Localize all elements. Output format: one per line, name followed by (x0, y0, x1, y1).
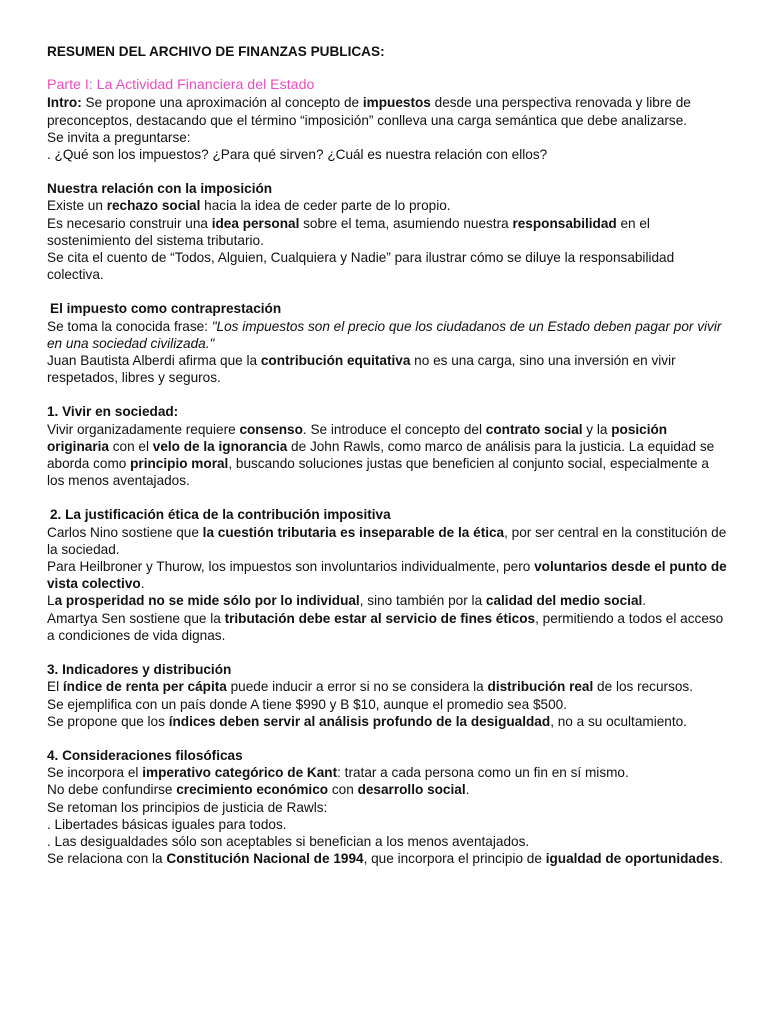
text-run: Se propone que los (47, 713, 169, 729)
paragraph: Se cita el cuento de “Todos, Alguien, Cualquiera y Nadie” para ilustrar cómo se diluye la responsabilidad colectiva. (47, 250, 675, 283)
paragraph (47, 713, 727, 730)
text-run: sobre el tema, asumiendo nuestra (299, 215, 513, 231)
intro-questions: . ¿Qué son los impuestos? ¿Para qué sirven? ¿Cuál es nuestra relación con ellos? (47, 147, 548, 163)
emphasis: principio moral (130, 456, 229, 472)
emphasis: responsabilidad (512, 215, 617, 231)
text-run: . (465, 782, 470, 798)
emphasis: a prosperidad no se mide sólo por lo individual (54, 593, 360, 609)
text-run: , permitiendo a todos el acceso a condiciones de vida dignas. (47, 610, 724, 643)
emphasis: voluntarios desde el punto de vista colectivo (47, 559, 727, 592)
intro-invite: Se invita a preguntarse: (47, 129, 191, 145)
emphasis: consenso (239, 421, 303, 437)
text-run: de John Rawls, como marco de análisis para la justicia. La equidad se aborda como (47, 438, 715, 472)
paragraph (47, 610, 727, 644)
emphasis: posición originaria (47, 421, 668, 454)
intro-paragraph (47, 94, 727, 128)
emphasis: crecimiento económico (176, 782, 329, 798)
emphasis: rechazo social (106, 198, 201, 214)
part-heading: Parte I: La Actividad Financiera del Estado (47, 77, 315, 94)
document-body (47, 43, 727, 867)
section-heading-1: 1. Vivir en sociedad: (47, 404, 179, 420)
paragraph (47, 197, 727, 214)
intro-label: Intro: (47, 95, 82, 111)
list-item: . Libertades básicas iguales para todos. (47, 816, 287, 832)
text-run: , buscando soluciones justas que beneficien al conjunto social, especialmente a los menos aventajados. (47, 456, 709, 489)
text-run: Se incorpora el (47, 765, 143, 781)
quote: "Los impuestos son el precio que los ciudadanos de un Estado deben pagar por vivir en una sociedad civilizada." (47, 318, 722, 351)
emphasis: índice de renta per cápita (62, 679, 227, 695)
paragraph (47, 318, 727, 352)
list-item: . Las desigualdades sólo son aceptables si benefician a los menos aventajados. (47, 833, 530, 849)
emphasis: calidad del medio social (485, 593, 643, 609)
paragraph (47, 215, 727, 249)
emphasis: desarrollo social (357, 782, 466, 798)
text-run: con el (108, 438, 153, 454)
emphasis: distribución real (487, 679, 594, 695)
text-run: Se relaciona con la (47, 851, 167, 867)
section-heading-contraprestacion: El impuesto como contraprestación (50, 301, 282, 317)
text-run: Amartya Sen sostiene que la (47, 610, 225, 626)
text-run: Es necesario construir una (47, 215, 212, 231)
text-run: . (140, 576, 145, 592)
section-heading-2: 2. La justificación ética de la contribución impositiva (50, 507, 391, 523)
text-run: Se toma la conocida frase: (47, 318, 212, 334)
emphasis: igualdad de oportunidades (545, 851, 720, 867)
text-run: en el sostenimiento del sistema tributario. (47, 215, 650, 248)
text-run: hacia la idea de ceder parte de lo propio. (200, 198, 451, 214)
text-run: Vivir organizadamente requiere (47, 421, 240, 437)
emphasis: idea personal (211, 215, 300, 231)
text-run: Se propone una aproximación al concepto de (81, 95, 363, 111)
paragraph (47, 558, 727, 592)
paragraph (47, 352, 727, 386)
paragraph: Se ejemplifica con un país donde A tiene $990 y B $10, aunque el promedio sea $500. (47, 696, 567, 712)
section-heading-4: 4. Consideraciones filosóficas (47, 747, 243, 763)
text-run: Carlos Nino sostiene que (47, 524, 203, 540)
document-title: RESUMEN DEL ARCHIVO DE FINANZAS PUBLICAS: (47, 44, 385, 59)
paragraph (47, 678, 727, 695)
text-run: , sino también por la (359, 593, 486, 609)
emphasis: tributación debe estar al servicio de fines éticos (224, 610, 536, 626)
text-run: : tratar a cada persona como un fin en sí mismo. (337, 765, 629, 781)
text-run: . Se introduce el concepto del (302, 421, 486, 437)
paragraph (47, 764, 727, 781)
section-heading-3: 3. Indicadores y distribución (47, 662, 232, 678)
emphasis: la cuestión tributaria es inseparable de la ética (202, 524, 505, 540)
section-heading-relacion: Nuestra relación con la imposición (47, 181, 273, 197)
emphasis: índices deben servir al análisis profundo de la desigualdad (168, 713, 551, 729)
paragraph (47, 592, 727, 609)
text-run: puede inducir a error si no se considera la (226, 679, 488, 695)
text-run: Para Heilbroner y Thurow, los impuestos son involuntarios individualmente, pero (47, 559, 535, 575)
text-run: y la (582, 421, 612, 437)
text-run: de los recursos. (593, 679, 693, 695)
emphasis: imperativo categórico de Kant (142, 765, 338, 781)
text-run: , que incorpora el principio de (363, 851, 546, 867)
text-run: . (719, 851, 724, 867)
paragraph (47, 524, 727, 558)
text-run: Existe un (47, 198, 107, 214)
text-run: El (47, 679, 63, 695)
text-run: . (642, 593, 647, 609)
emphasis: velo de la ignorancia (152, 438, 288, 454)
text-run: L (47, 593, 55, 609)
emphasis: impuestos (362, 95, 431, 111)
text-run: Juan Bautista Alberdi afirma que la (47, 353, 261, 369)
paragraph (47, 781, 727, 798)
paragraph: Se retoman los principios de justicia de Rawls: (47, 799, 328, 815)
text-run: con (328, 782, 358, 798)
text-run: desde una perspectiva renovada y libre de preconceptos, destacando que el término “imposición” conlleva una carga semántica que debe analizarse. (47, 95, 691, 128)
text-run: no es una carga, sino una inversión en vivir respetados, libres y seguros. (47, 353, 676, 386)
emphasis: contribución equitativa (260, 353, 411, 369)
paragraph (47, 850, 727, 867)
text-run: , por ser central en la constitución de la sociedad. (47, 524, 727, 557)
paragraph (47, 421, 727, 490)
emphasis: contrato social (485, 421, 583, 437)
text-run: , no a su ocultamiento. (550, 713, 687, 729)
text-run: No debe confundirse (47, 782, 177, 798)
emphasis: Constitución Nacional de 1994 (166, 851, 364, 867)
